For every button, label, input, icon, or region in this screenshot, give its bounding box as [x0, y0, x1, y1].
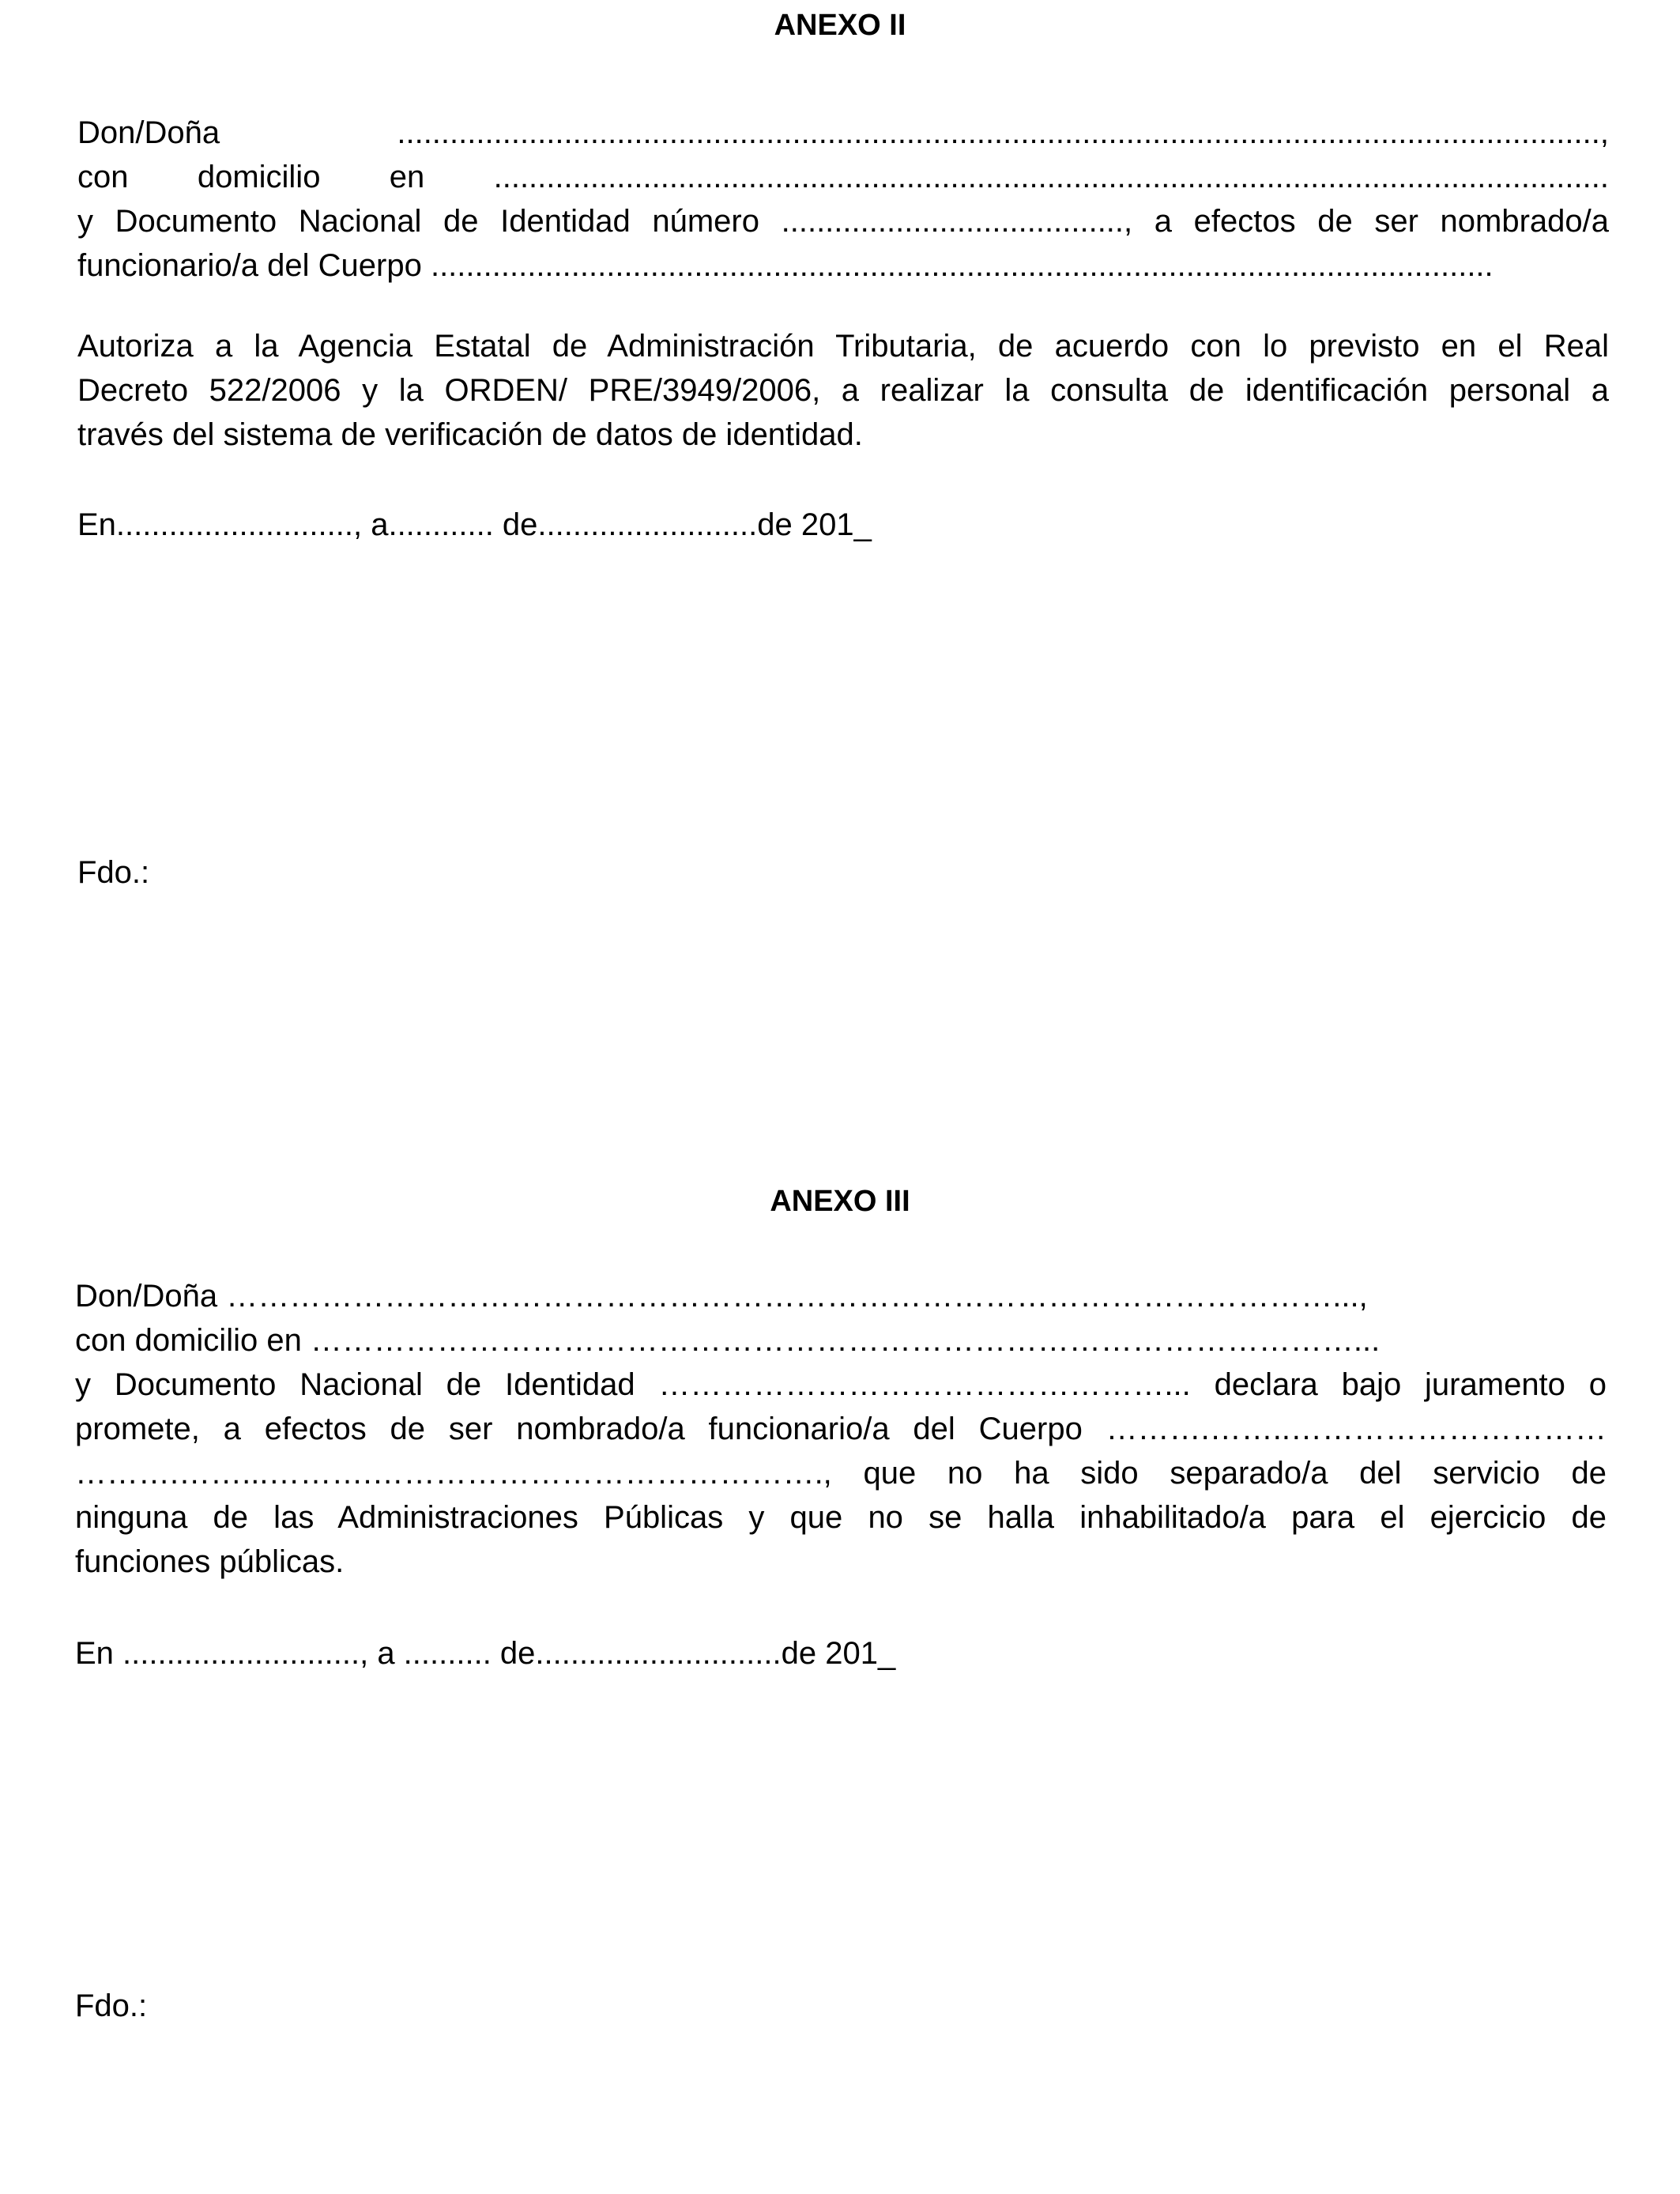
anexo-ii-signature: Fdo.: — [77, 855, 150, 890]
anexo-ii-dni-line: y Documento Nacional de Identidad número ......................................., a efectos de ser nombrado/a — [77, 204, 1609, 239]
anexo-ii-authorization-line-3: través del sistema de verificación de datos de identidad. — [77, 417, 863, 452]
anexo-ii-title: ANEXO II — [774, 9, 906, 42]
anexo-ii-cuerpo-line: funcionario/a del Cuerpo ......................................................................................................................... — [77, 248, 1494, 283]
anexo-ii-authorization-line-2: Decreto 522/2006 y la ORDEN/ PRE/3949/2006, a realizar la consulta de identificación personal a — [77, 373, 1609, 408]
anexo-iii-dni-line: y Documento Nacional de Identidad …………………………………………... declara bajo juramento o — [75, 1367, 1607, 1402]
anexo-iii-cuerpo-line: promete, a efectos de ser nombrado/a funcionario/a del Cuerpo ……….……..………………………… — [75, 1412, 1607, 1446]
anexo-ii-address-line: con domicilio en ............................................................................................................................... — [77, 160, 1609, 194]
anexo-ii-authorization-line-1: Autoriza a la Agencia Estatal de Administración Tributaria, de acuerdo con lo previsto en el Real — [77, 329, 1609, 364]
anexo-ii-date-line: En..........................., a............ de.........................de 201_ — [77, 507, 872, 542]
anexo-iii-date-line: En ..........................., a .......... de............................de 201_ — [75, 1636, 896, 1671]
anexo-iii-address-line: con domicilio en ………………………………………………………………………………………... — [75, 1323, 1381, 1358]
anexo-iii-declaration-line-1: ……….……...……….……………………………………., que no ha sido separado/a del servicio de — [75, 1456, 1607, 1491]
anexo-ii-name-line: Don/Doña ........................................................................................................................................., — [77, 115, 1609, 150]
anexo-iii-title: ANEXO III — [770, 1185, 910, 1218]
anexo-iii-name-line: Don/Doña ……………………………………………………………………………………………..., — [75, 1279, 1368, 1314]
anexo-iii-signature: Fdo.: — [75, 1989, 148, 2023]
anexo-iii-declaration-line-2: ninguna de las Administraciones Públicas y que no se halla inhabilitado/a para el ejercicio de — [75, 1500, 1607, 1535]
anexo-iii-declaration-line-3: funciones públicas. — [75, 1544, 345, 1579]
